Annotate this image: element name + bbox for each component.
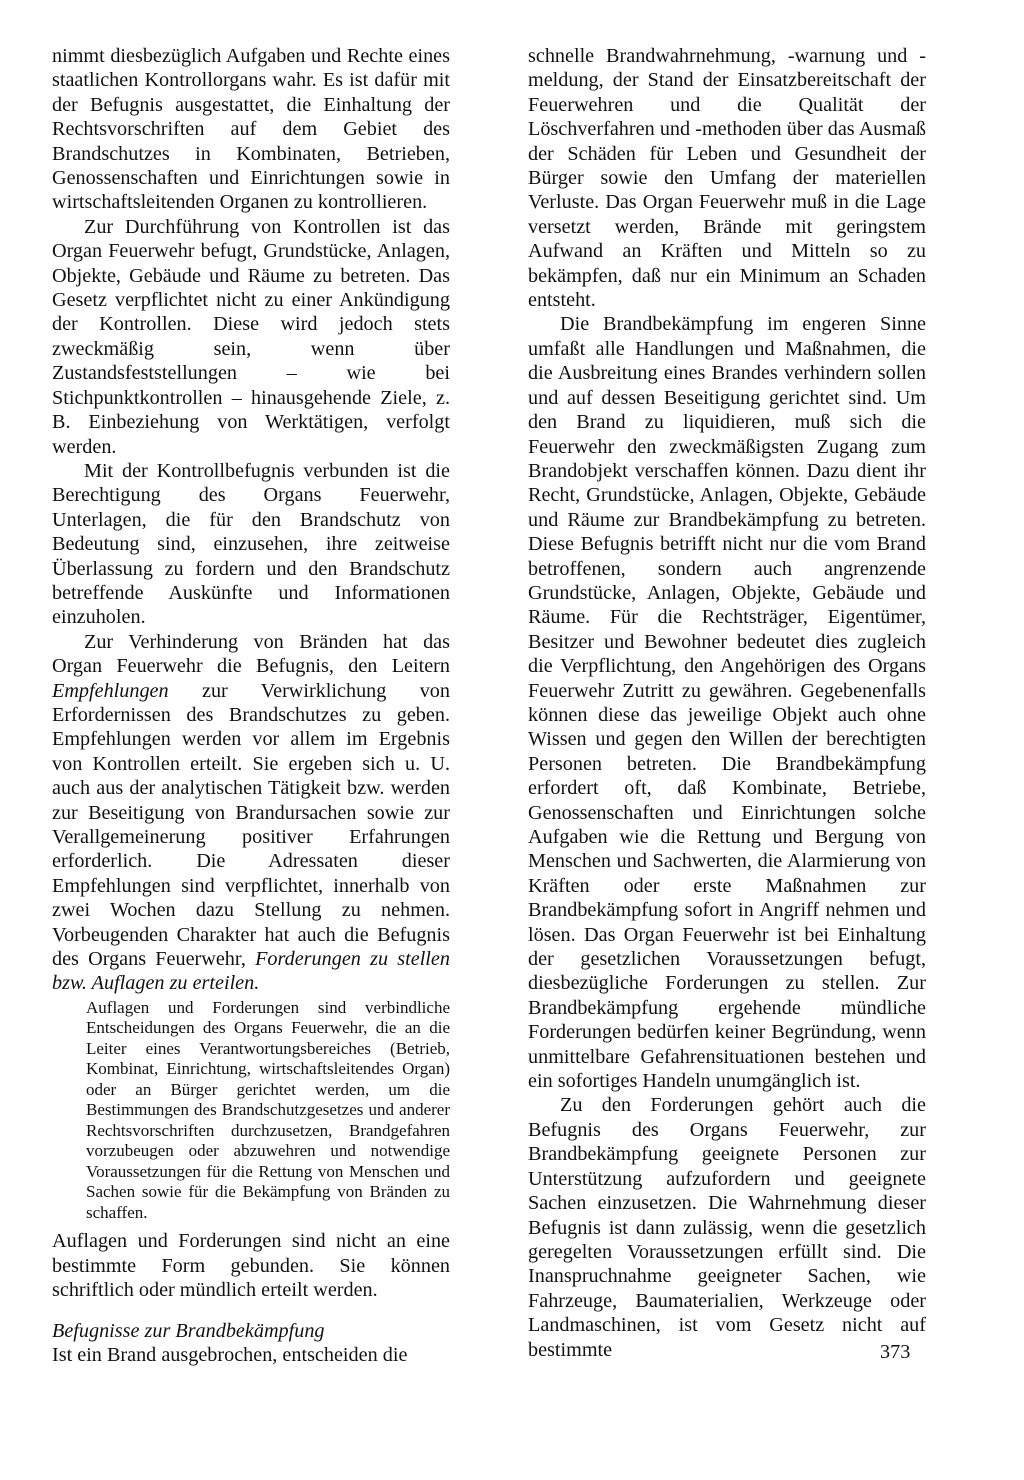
right-column bbox=[528, 44, 926, 1362]
paragraph: Zur Durchführung von Kontrollen ist das Organ Feuerwehr befugt, Grundstücke, Anlagen, Objekte, Gebäude und Räume zu betreten. Das Gesetz verpflichtet nicht zu einer Ankündigung der Kontrollen. Diese wird jedoch stets zweckmäßig sein, wenn über Zustandsfeststellungen – wie bei Stichpunktkontrollen – hinausgehende Ziele, z. B. Einbeziehung von Werktätigen, verfolgt werden. bbox=[52, 215, 450, 458]
paragraph: nimmt diesbezüglich Aufgaben und Rechte eines staatlichen Kontrollorgans wahr. Es ist dafür mit der Befugnis ausgestattet, die Einhaltung der Rechtsvorschriften auf dem Gebiet des Brandschutzes in Kombinaten, Betrieben, Genossenschaften und Einrichtungen sowie in wirtschaftsleitenden Organen zu kontrollieren. bbox=[52, 45, 450, 214]
paragraph: Ist ein Brand ausgebrochen, entscheiden die bbox=[52, 1343, 408, 1366]
paragraph bbox=[52, 630, 450, 996]
indented-note: Auflagen und Forderungen sind verbindliche Entscheidungen des Organs Feuerwehr, die an die Leiter eines Verantwortungsbereiches (Betrieb, Kombinat, Einrichtung, wirtschaftsleitendes Organ) oder an Bürger gerichtet werden, um die Bestimmungen des Brandschutzgesetzes und anderer Rechtsvorschriften durchzusetzen, Brandgefahren vorzubeugen oder abzuwehren und notwendige Voraussetzungen für die Rettung von Menschen und Sachen sowie für die Bekämpfung von Bränden zu schaffen. bbox=[86, 997, 450, 1222]
page-number: 373 bbox=[880, 1341, 911, 1363]
paragraph: schnelle Brandwahrnehmung, -warnung und -meldung, der Stand der Einsatzbereitschaft der Feuerwehren und die Qualität der Löschverfahren und -methoden über das Ausmaß der Schäden für Leben und Gesundheit der Bürger sowie den Umfang der materiellen Verluste. Das Organ Feuerwehr muß in die Lage versetzt werden, Brände mit geringstem Aufwand an Kräften und Mitteln so zu bekämpfen, daß nur ein Minimum an Schaden entsteht. bbox=[528, 45, 926, 312]
section-heading: Befugnisse zur Brandbekämpfung bbox=[52, 1319, 325, 1342]
emphasis: Forderungen zu stellen bzw. Auflagen zu erteilen. bbox=[52, 948, 450, 995]
paragraph-text: Zur Verhinderung von Bränden hat das Organ Feuerwehr die Befugnis, den Leitern bbox=[52, 630, 450, 678]
paragraph: Zu den Forderungen gehört auch die Befugnis des Organs Feuerwehr, zur Brandbekämpfung geeignete Personen zur Unterstützung aufzufordern und geeignete Sachen einzusetzen. Die Wahrnehmung dieser Befugnis ist dann zulässig, wenn die gesetzlich geregelten Voraussetzungen erfüllt sind. Die Inanspruchnahme geeigneter Sachen, wie Fahrzeuge, Baumaterialien, Werkzeuge oder Landmaschinen, ist vom Gesetz nicht auf bestimmte bbox=[528, 1094, 926, 1361]
paragraph-text: zur Verwirklichung von Erfordernissen des Brandschutzes zu geben. Empfehlungen werden vor allem im Ergebnis von Kontrollen erteilt. Sie ergeben sich u. U. auch aus der analytischen Tätigkeit bzw. werden zur Beseitigung von Brandursachen sowie zur Verallgemeinerung positiver Erfahrungen erforderlich. Die Adressaten dieser Empfehlungen sind verpflichtet, innerhalb von zwei Wochen dazu Stellung zu nehmen. Vorbeugenden Charakter hat auch die Befugnis des Organs Feuerwehr, bbox=[52, 679, 450, 971]
paragraph: Mit der Kontrollbefugnis verbunden ist die Berechtigung des Organs Feuerwehr, Unterlagen, die für den Brandschutz von Bedeutung sind, einzusehen, ihre zeitweise Überlassung zu fordern und den Brandschutz betreffende Auskünfte und Informationen einzuholen. bbox=[52, 459, 450, 629]
paragraph: Auflagen und Forderungen sind nicht an eine bestimmte Form gebunden. Sie können schriftlich oder mündlich erteilt werden. bbox=[52, 1230, 450, 1302]
emphasis: Empfehlungen bbox=[52, 679, 169, 702]
paragraph: Die Brandbekämpfung im engeren Sinne umfaßt alle Handlungen und Maßnahmen, die die Ausbreitung eines Brandes verhindern sollen und auf dessen Beseitigung gerichtet sind. Um den Brand zu liquidieren, muß sich die Feuerwehr den zweckmäßigsten Zugang zum Brandobjekt verschaffen können. Dazu dient ihr Recht, Grundstücke, Anlagen, Objekte, Gebäude und Räume zur Brandbekämpfung zu betreten. Diese Befugnis betrifft nicht nur die vom Brand betroffenen, sondern auch angrenzende Grundstücke, Anlagen, Objekte, Gebäude und Räume. Für die Rechtsträger, Eigentümer, Besitzer und Bewohner bedeutet dies zugleich die Verpflichtung, den Angehörigen des Organs Feuerwehr Zutritt zu gewähren. Gegebenenfalls können diese das jeweilige Objekt auch ohne Wissen und gegen den Willen der berechtigten Personen betreten. Die Brandbekämpfung erfordert oft, daß Kombinate, Betriebe, Genossenschaften und Einrichtungen solche Aufgaben wie die Rettung und Bergung von Menschen und Sachwerten, die Alarmierung von Kräften oder erste Maßnahmen zur Brandbekämpfung sofort in Angriff nehmen und lösen. Das Organ Feuerwehr ist bei Einhaltung der gesetzlichen Voraussetzungen befugt, diesbezügliche Forderungen zu stellen. Zur Brandbekämpfung ergehende mündliche Forderungen bedürfen keiner Begründung, wenn unmittelbare Gefahrensituationen bestehen und ein sofortiges Handeln unumgänglich ist. bbox=[528, 313, 926, 1093]
left-column bbox=[52, 44, 450, 1367]
